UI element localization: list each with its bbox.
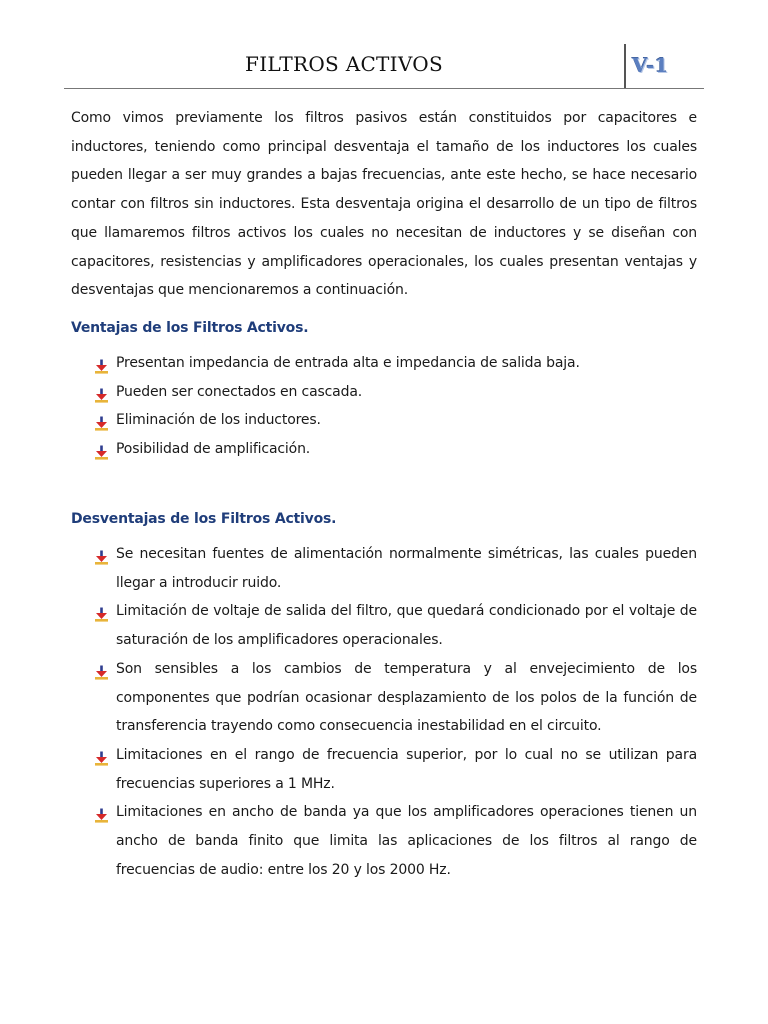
down-arrow-bullet-icon (94, 662, 109, 677)
down-arrow-bullet-icon (94, 805, 109, 820)
down-arrow-bullet-icon (94, 356, 109, 371)
list-item (94, 540, 697, 597)
down-arrow-bullet-icon (94, 385, 109, 400)
down-arrow-bullet-icon (94, 748, 109, 763)
list-item-text: Eliminación de los inductores. (116, 412, 321, 429)
intro-paragraph: Como vimos previamente los filtros pasivos están constituidos por capacitores e inductores, teniendo como principal desventaja el tamaño de los inductores los cuales pueden llegar a ser muy grandes a bajas frecuencias, ante este hecho, se hace necesario contar con filtros sin inductores. Esta desventaja origina el desarrollo de un tipo de filtros que llamaremos filtros activos los cuales no necesitan de inductores y se diseñan con capacitores, resistencias y amplificadores operacionales, los cuales presentan ventajas y desventajas que mencionaremos a continuación. (71, 110, 697, 299)
list-item (94, 798, 697, 884)
document-title: FILTROS ACTIVOS (245, 52, 443, 76)
list-item-text: Se necesitan fuentes de alimentación normalmente simétricas, las cuales pueden llegar a introducir ruido. (116, 546, 697, 591)
down-arrow-bullet-icon (94, 442, 109, 457)
list-item-text: Limitaciones en ancho de banda ya que los amplificadores operaciones tienen un ancho de banda finito que limita las aplicaciones de los filtros al rango de frecuencias de audio: entre los 20 y los 2000 Hz. (116, 804, 697, 878)
desventajas-heading: Desventajas de los Filtros Activos. (71, 511, 337, 527)
list-item-text: Presentan impedancia de entrada alta e impedancia de salida baja. (116, 355, 580, 371)
ventajas-list (94, 349, 697, 464)
list-item (94, 655, 697, 741)
list-item-text: Pueden ser conectados en cascada. (116, 383, 363, 400)
desventajas-list (94, 540, 697, 884)
list-item (94, 435, 697, 464)
list-item-text: Limitaciones en el rango de frecuencia superior, por lo cual no se utilizan para frecuencias superiores a 1 MHz. (116, 746, 697, 792)
header-divider (624, 44, 626, 88)
list-item (94, 349, 697, 378)
ventajas-heading: Ventajas de los Filtros Activos. (71, 320, 309, 336)
down-arrow-bullet-icon (94, 604, 109, 619)
list-item-text: Limitación de voltaje de salida del filtro, que quedará condicionado por el voltaje de saturación de los amplificadores operacionales. (116, 603, 697, 649)
down-arrow-bullet-icon (94, 413, 109, 428)
list-item-text: Posibilidad de amplificación. (116, 441, 311, 458)
list-item (94, 406, 697, 435)
page-header (64, 44, 704, 89)
list-item (94, 597, 697, 654)
down-arrow-bullet-icon (94, 547, 109, 562)
list-item (94, 378, 697, 407)
version-label: V-1 (632, 53, 669, 77)
list-item-text: Son sensibles a los cambios de temperatura y al envejecimiento de los componentes que podrían ocasionar desplazamiento de los polos de la función de transferencia trayendo como consecuencia inestabilidad en el circuito. (116, 660, 697, 735)
list-item (94, 741, 697, 798)
